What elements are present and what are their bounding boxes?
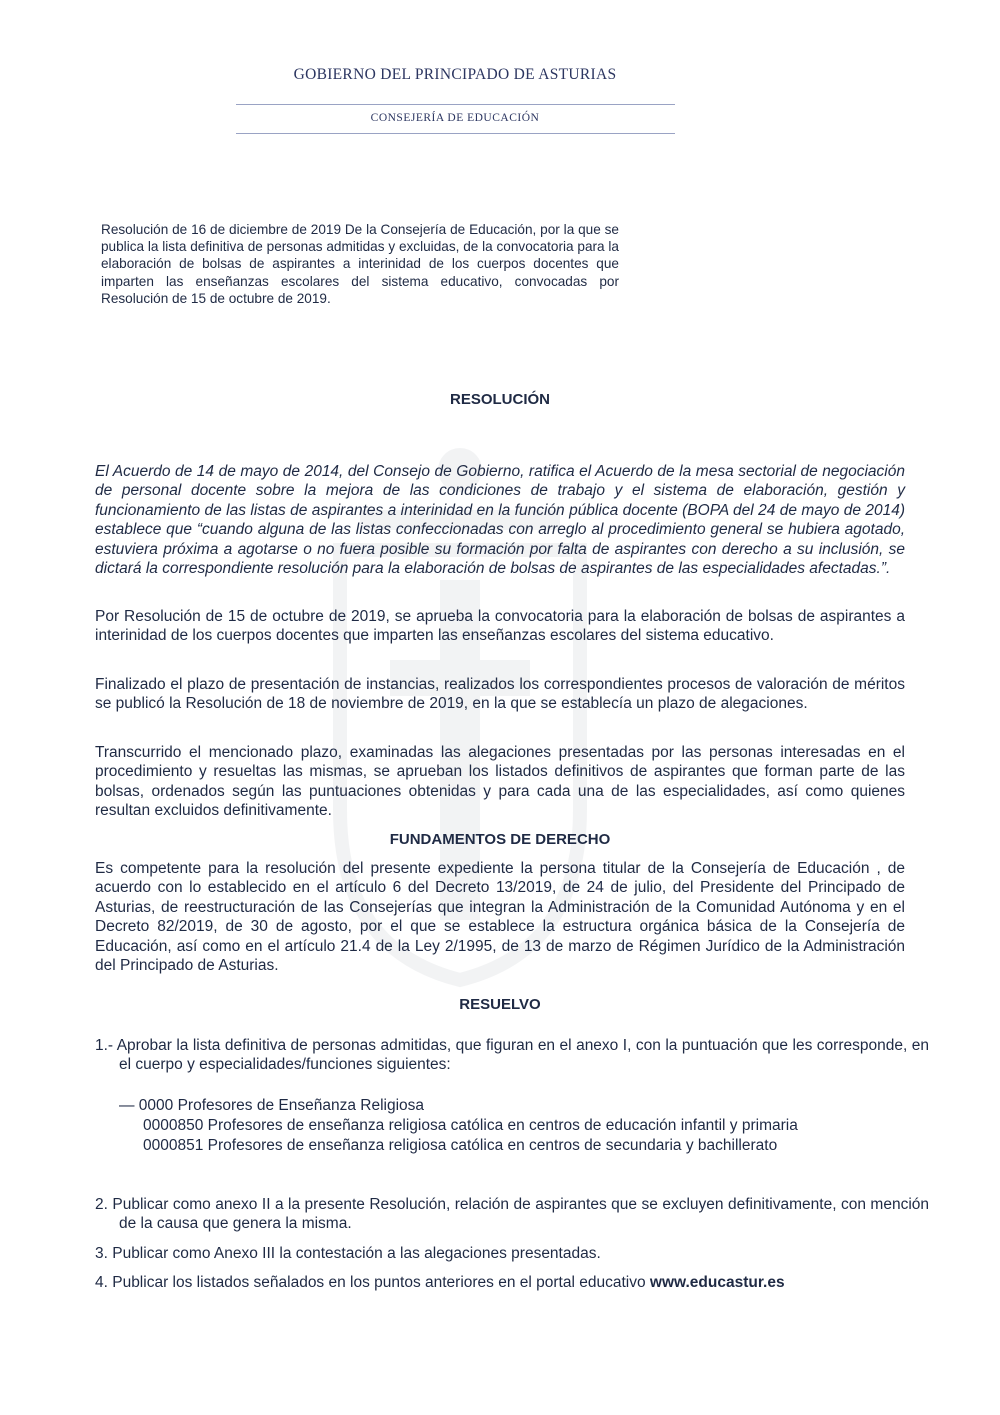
department-header: CONSEJERÍA DE EDUCACIÓN xyxy=(370,112,540,124)
educastur-link[interactable]: www.educastur.es xyxy=(649,1274,785,1291)
specialty-line: 0000850 Profesores de enseñanza religiosa católica en centros de educación infantil y primaria xyxy=(143,1117,798,1134)
paragraph-convocatoria: Por Resolución de 15 de octubre de 2019, se aprueba la convocatoria para la elaboración de bolsas de aspirantes a interinidad de los cuerpos docentes que imparten las enseñanzas escolares del sistema educativo. xyxy=(95,608,905,645)
resuelvo-item-2: 2. Publicar como anexo II a la presente Resolución, relación de aspirantes que se excluyen definitivamente, con mención de la causa que genera la misma. xyxy=(95,1196,929,1233)
resuelvo-item-4 xyxy=(95,1273,905,1292)
item-4-text: 4. Publicar los listados señalados en los puntos anteriores en el portal educativo xyxy=(95,1274,650,1291)
resolution-summary: Resolución de 16 de diciembre de 2019 De la Consejería de Educación, por la que se publica la lista definitiva de personas admitidas y excluidas, de la convocatoria para la elaboración de bolsas de aspirantes a interinidad de los cuerpos docentes que imparten las enseñanzas escolares del sistema educativo, convocadas por Resolución de 15 de octubre de 2019. xyxy=(101,222,619,306)
paragraph-acuerdo: El Acuerdo de 14 de mayo de 2014, del Consejo de Gobierno, ratifica el Acuerdo de la mesa sectorial de negociación de personal docente sobre la mejora de las condiciones de trabajo y el sistema de elaboración, gestión y funcionamiento de las listas de aspirantes a interinidad en la función pública docente (BOPA del 24 de mayo de 2014) establece que “cuando alguna de las listas confeccionadas con arreglo al procedimiento general se hubiera agotado, estuviera próxima a agotarse o no fuera posible su formación por falta de aspirantes con derecho a su inclusión, se dictará la correspondiente resolución para la elaboración de bolsas de aspirantes de las especialidades afectadas.”. xyxy=(95,463,905,578)
paragraph-transcurrido: Transcurrido el mencionado plazo, examinadas las alegaciones presentadas por las personas interesadas en el procedimiento y resueltas las mismas, se aprueban los listados definitivos de aspirantes que forman parte de las bolsas, ordenados según las puntuaciones obtenidas y para cada una de las especialidades, así como quienes resultan excluidos definitivamente. xyxy=(95,744,905,820)
resuelvo-item-1: 1.- Aprobar la lista definitiva de personas admitidas, que figuran en el anexo I, con la puntuación que les corresponde, en el cuerpo y especialidades/funciones siguientes: xyxy=(95,1037,929,1074)
government-header: GOBIERNO DEL PRINCIPADO DE ASTURIAS xyxy=(293,66,617,83)
resuelvo-item-3: 3. Publicar como Anexo III la contestación a las alegaciones presentadas. xyxy=(95,1245,601,1262)
title-resuelvo: RESUELVO xyxy=(459,996,541,1013)
header-rule-top xyxy=(236,104,675,105)
paragraph-finalizado: Finalizado el plazo de presentación de instancias, realizados los correspondientes procesos de valoración de méritos se publicó la Resolución de 18 de noviembre de 2019, en la que se establecía un plazo de alegaciones. xyxy=(95,676,905,713)
title-resolucion: RESOLUCIÓN xyxy=(449,391,550,408)
cuerpo-line: — 0000 Profesores de Enseñanza Religiosa xyxy=(119,1097,425,1114)
header-rule-bottom xyxy=(236,133,675,134)
title-fundamentos: FUNDAMENTOS DE DERECHO xyxy=(389,831,611,848)
paragraph-competente: Es competente para la resolución del presente expediente la persona titular de la Consejería de Educación , de acuerdo con lo establecido en el artículo 6 del Decreto 13/2019, de 24 de julio, del Presidente del Principado de Asturias, de reestructuración de las Consejerías que integran la Administración de la Comunidad Autónoma y en el Decreto 82/2019, de 30 de agosto, por el que se establece la estructura orgánica básica de la Consejería de Educación, así como en el artículo 21.4 de la Ley 2/1995, de 13 de marzo de Régimen Jurídico de la Administración del Principado de Asturias. xyxy=(95,860,905,975)
specialty-line: 0000851 Profesores de enseñanza religiosa católica en centros de secundaria y bachillerato xyxy=(143,1137,778,1154)
